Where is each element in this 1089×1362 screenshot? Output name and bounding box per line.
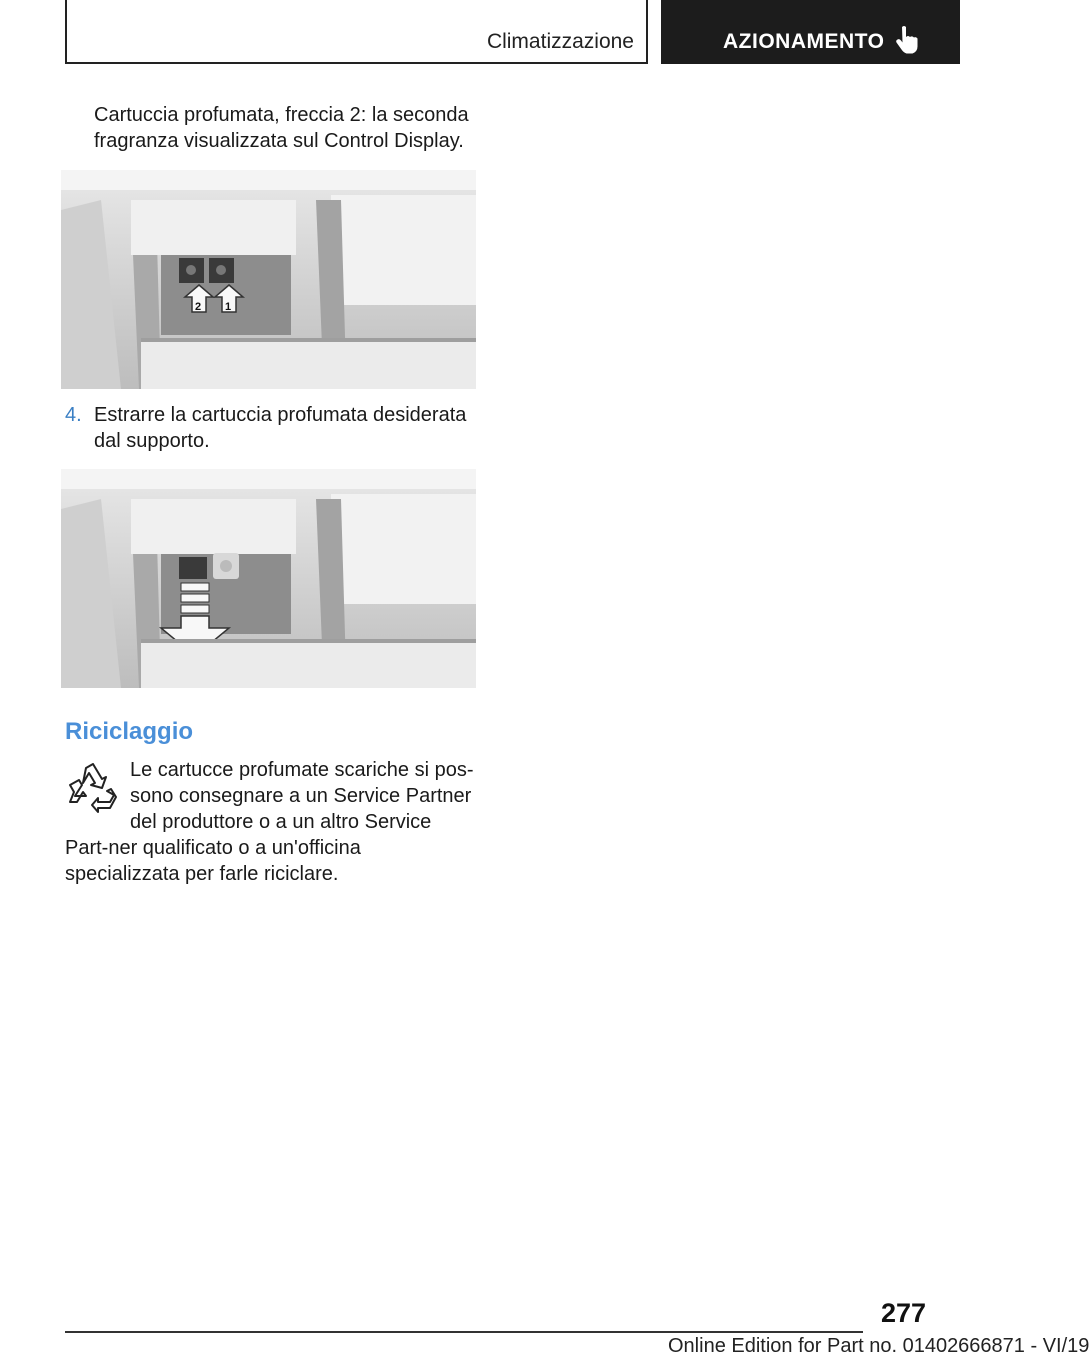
footer-edition: Online Edition for Part no. 01402666871 - VI/19 bbox=[668, 1335, 1089, 1357]
intro-paragraph: Cartuccia profumata, freccia 2: la seconda fragranza visualizzata sul Control Display. bbox=[94, 104, 469, 152]
header-section-box bbox=[65, 0, 648, 64]
page-number: 277 bbox=[880, 1298, 926, 1328]
recycle-paragraph-text: Le cartucce profumate scariche si pos-sono consegnare a un Service Partner del produttore o a un altro Service Part-ner qualificato o a un'officina specializzata per farle riciclare. bbox=[65, 759, 474, 885]
section-heading: Riciclaggio bbox=[65, 718, 194, 745]
figure1-arrow-label-1: 1 bbox=[225, 301, 232, 313]
recycle-paragraph bbox=[65, 757, 475, 887]
section-title: Climatizzazione bbox=[486, 30, 634, 53]
figure1-arrow-label-2: 2 bbox=[195, 301, 202, 313]
hand-pointer-icon bbox=[895, 25, 919, 55]
step-text: Estrarre la cartuccia profumata desiderata dal supporto. bbox=[94, 404, 467, 452]
step-4 bbox=[65, 402, 480, 454]
header-chapter-tab bbox=[661, 0, 960, 64]
figure-cartridges-arrows bbox=[61, 170, 476, 389]
step-number: 4. bbox=[65, 404, 82, 426]
chapter-title: AZIONAMENTO bbox=[723, 30, 885, 53]
footer-divider bbox=[65, 1331, 863, 1333]
figure-cartridge-removal bbox=[61, 469, 476, 688]
icon-spacer bbox=[65, 757, 130, 835]
